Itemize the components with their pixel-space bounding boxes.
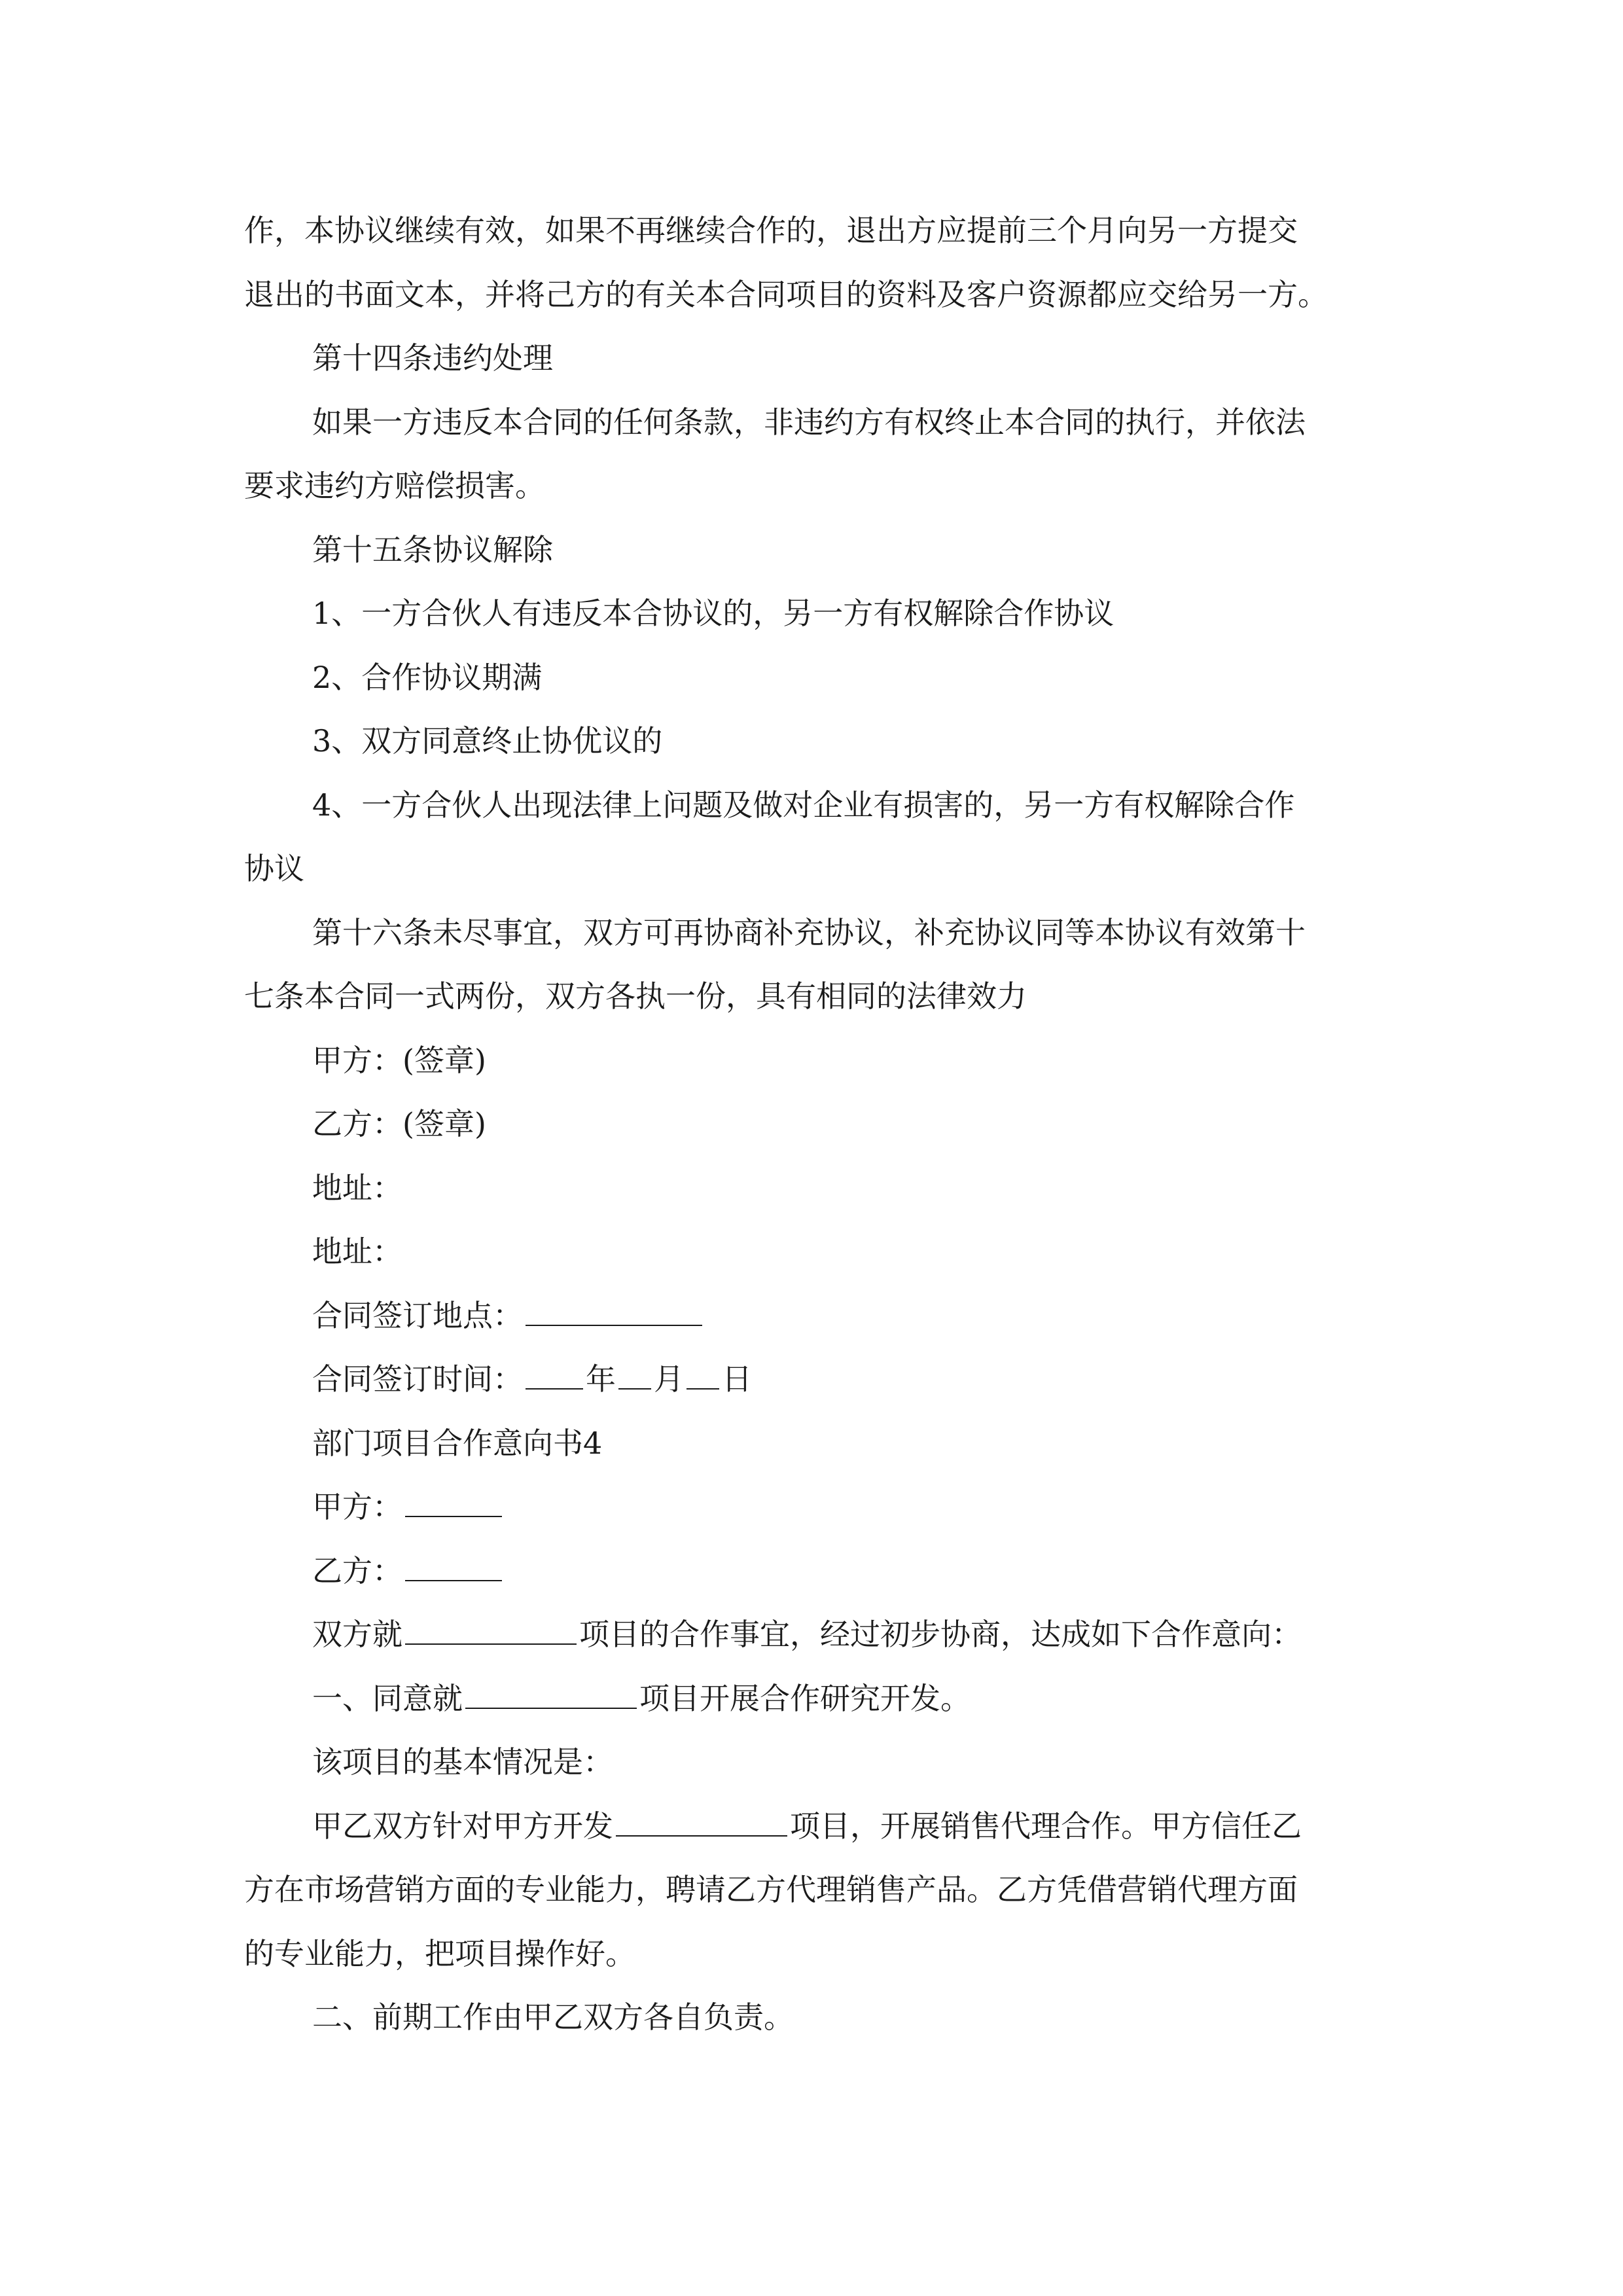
signing-place-line — [312, 1296, 705, 1335]
party-b-signature-line: 乙方：(签章) — [312, 1106, 486, 1141]
paragraph-line: 退出的书面文本，并将己方的有关本合同项目的资料及客户资源都应交给另一方。 — [244, 277, 1328, 312]
paragraph-line: 该项目的基本情况是： — [312, 1744, 613, 1780]
party-a-line — [312, 1487, 505, 1526]
text-segment: 双方就 — [312, 1617, 402, 1652]
paragraph-line: 如果一方违反本合同的任何条款，非违约方有权终止本合同的执行，并依法 — [312, 404, 1306, 440]
blank-field — [465, 1680, 637, 1709]
list-item: 4、一方合伙人出现法律上问题及做对企业有损害的，另一方有权解除合作 — [312, 787, 1295, 823]
paragraph-line: 的专业能力，把项目操作好。 — [244, 1936, 635, 1971]
party-b-label: 乙方： — [312, 1553, 402, 1588]
party-a-label: 甲方： — [312, 1489, 402, 1524]
text-segment: 一、同意就 — [312, 1681, 463, 1716]
paragraph-line: 作，本协议继续有效，如果不再继续合作的，退出方应提前三个月向另一方提交 — [244, 213, 1298, 248]
section-heading: 二、前期工作由甲乙双方各自负责。 — [312, 2000, 794, 2035]
party-a-signature-line: 甲方：(签章) — [312, 1043, 486, 1078]
signing-date-label: 合同签订时间： — [312, 1361, 523, 1397]
paragraph-line — [312, 1615, 1302, 1654]
blank-field — [405, 1488, 502, 1517]
paragraph-line: 七条本合同一式两份，双方各执一份，具有相同的法律效力 — [244, 978, 1027, 1014]
year-label: 年 — [586, 1361, 616, 1397]
paragraph-line — [312, 1679, 971, 1718]
address-line: 地址： — [312, 1234, 402, 1269]
blank-field — [405, 1552, 502, 1581]
text-segment: 项目，开展销售代理合作。甲方信任乙 — [790, 1808, 1302, 1844]
month-label: 月 — [654, 1361, 684, 1397]
blank-field — [687, 1361, 719, 1390]
paragraph-line — [312, 1806, 1302, 1846]
list-item: 1、一方合伙人有违反本合协议的，另一方有权解除合作协议 — [312, 596, 1115, 631]
paragraph-line: 方在市场营销方面的专业能力，聘请乙方代理销售产品。乙方凭借营销代理方面 — [244, 1872, 1298, 1907]
signing-date-line — [312, 1359, 752, 1399]
blank-field — [405, 1616, 577, 1645]
text-segment: 项目开展合作研究开发。 — [639, 1681, 971, 1716]
day-label: 日 — [722, 1361, 752, 1397]
blank-field — [616, 1808, 787, 1837]
paragraph-line: 第十六条未尽事宜，双方可再协商补充协议，补充协议同等本协议有效第十 — [312, 915, 1306, 950]
document-title: 部门项目合作意向书4 — [312, 1426, 603, 1461]
blank-field — [618, 1361, 651, 1390]
party-b-line — [312, 1551, 505, 1590]
section-heading: 第十五条协议解除 — [312, 532, 553, 567]
paragraph-line: 要求违约方赔偿损害。 — [244, 468, 545, 503]
text-segment: 甲乙双方针对甲方开发 — [312, 1808, 613, 1844]
section-heading: 第十四条违约处理 — [312, 340, 553, 376]
address-line: 地址： — [312, 1170, 402, 1206]
text-segment: 项目的合作事宜，经过初步协商，达成如下合作意向： — [579, 1617, 1302, 1652]
blank-field — [526, 1361, 583, 1390]
list-item-continuation: 协议 — [244, 851, 304, 886]
list-item: 2、合作协议期满 — [312, 660, 543, 695]
blank-field — [526, 1297, 702, 1326]
list-item: 3、双方同意终止协优议的 — [312, 723, 663, 759]
signing-place-label: 合同签订地点： — [312, 1298, 523, 1333]
